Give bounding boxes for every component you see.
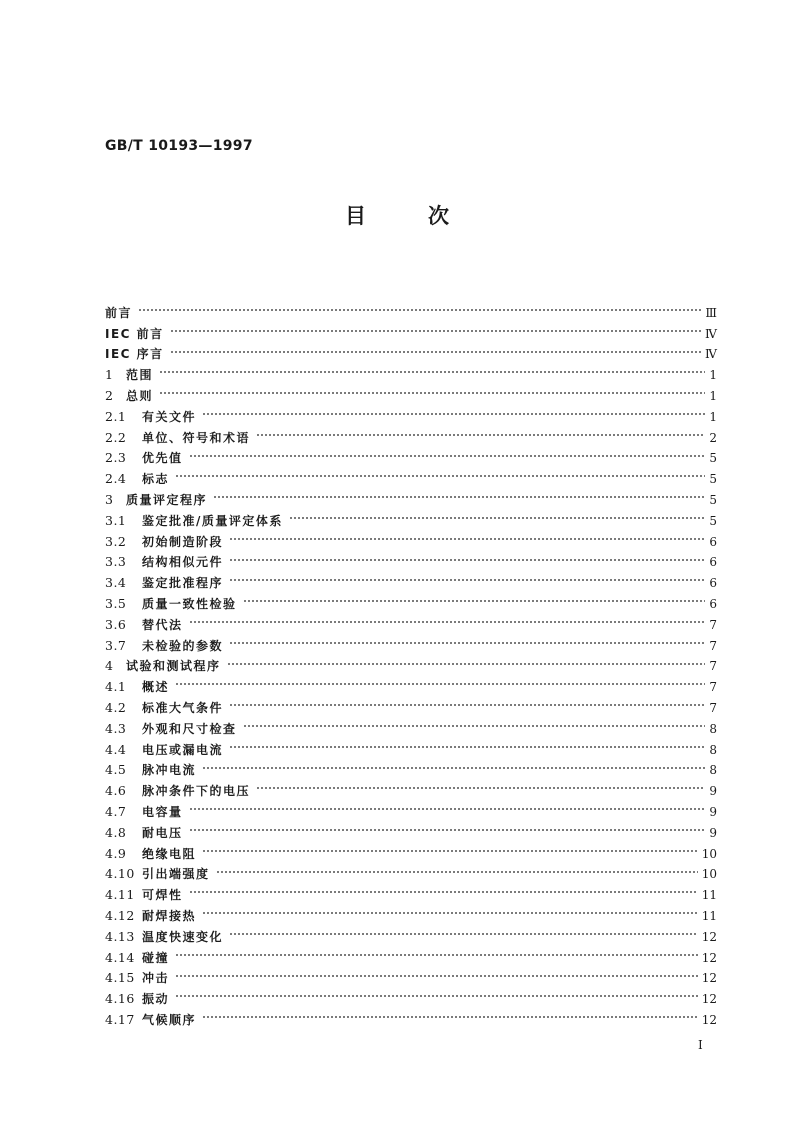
- toc-entry-page: 6: [709, 555, 717, 570]
- toc-entry[interactable]: [105, 462, 717, 487]
- toc-entry[interactable]: [105, 442, 717, 466]
- toc-entry-page: 8: [709, 763, 717, 778]
- toc-entry-page: 7: [709, 638, 717, 653]
- toc-entry-label: 可焊性: [142, 888, 183, 903]
- toc-entry-page: 1: [709, 388, 717, 403]
- toc-entry-page: 7: [709, 659, 717, 674]
- toc-entry[interactable]: [105, 858, 717, 882]
- toc-leader-dots: [243, 587, 705, 608]
- toc-entry-label: 质量评定程序: [126, 492, 208, 507]
- toc-entry-page: 6: [709, 534, 717, 549]
- toc-entry[interactable]: [105, 878, 717, 903]
- toc-leader-dots: [213, 483, 705, 504]
- toc-leader-dots: [175, 962, 698, 983]
- toc-entry[interactable]: [105, 982, 717, 1007]
- toc-entry-number: 4.3: [105, 720, 127, 736]
- toc-entry-page: 12: [701, 950, 717, 965]
- toc-entry[interactable]: [105, 296, 717, 320]
- toc-entry-label: IEC 前言: [105, 326, 164, 341]
- toc-leader-dots: [189, 608, 705, 629]
- toc-leader-dots: [159, 379, 705, 400]
- toc-entry-label: 电容量: [142, 804, 183, 819]
- toc-entry[interactable]: [105, 400, 717, 424]
- toc-entry-label: 试验和测试程序: [126, 659, 221, 674]
- toc-leader-dots: [175, 941, 698, 962]
- toc-leader-dots: [202, 1003, 698, 1024]
- toc-entry-page: Ⅳ: [705, 326, 717, 341]
- toc-entry-page: 11: [701, 888, 717, 903]
- toc-entry[interactable]: [105, 691, 717, 715]
- toc-entry-page: 12: [701, 992, 717, 1007]
- toc-entry-label: 总则: [126, 388, 154, 403]
- toc-leader-dots: [256, 421, 705, 442]
- toc-entry-page: 5: [709, 492, 717, 507]
- toc-entry-number: 2: [105, 387, 114, 403]
- toc-entry[interactable]: [105, 837, 717, 861]
- toc-entry-page: 5: [709, 513, 717, 528]
- toc-entry-page: 5: [709, 451, 717, 466]
- toc-entry-number: 4.5: [105, 762, 127, 778]
- toc-entry-page: 10: [701, 846, 717, 861]
- toc-entry-page: 6: [709, 576, 717, 591]
- toc-title: [0, 200, 794, 230]
- toc-entry-page: 12: [701, 971, 717, 986]
- toc-entry-number: 4.13: [105, 928, 135, 944]
- toc-entry[interactable]: [105, 317, 717, 341]
- toc-leader-dots: [202, 400, 705, 421]
- toc-leader-dots: [159, 358, 705, 379]
- toc-entry-number: 2.3: [105, 450, 127, 466]
- toc-entry-number: 1: [105, 367, 114, 383]
- toc-entry-label: 替代法: [142, 617, 183, 632]
- toc-leader-dots: [229, 920, 698, 941]
- toc-entry-page: 9: [709, 825, 717, 840]
- toc-entry-number: 4.4: [105, 741, 127, 757]
- toc-entry-label: 碰撞: [142, 950, 170, 965]
- toc-entry[interactable]: [105, 421, 717, 445]
- toc-leader-dots: [175, 982, 698, 1003]
- toc-entry-page: 7: [709, 617, 717, 632]
- toc-leader-dots: [289, 504, 705, 525]
- toc-entry-number: 4.1: [105, 679, 127, 695]
- toc-entry-label: 标志: [142, 472, 170, 487]
- toc-entry[interactable]: [105, 629, 717, 653]
- toc-leader-dots: [256, 774, 705, 795]
- toc-entry[interactable]: [105, 962, 717, 986]
- toc-entry-label: 初始制造阶段: [142, 534, 224, 549]
- toc-leader-dots: [170, 317, 701, 338]
- toc-entry-number: 2.2: [105, 429, 127, 445]
- toc-entry[interactable]: [105, 774, 717, 799]
- toc-entry-label: 结构相似元件: [142, 555, 224, 570]
- toc-entry-page: 9: [709, 784, 717, 799]
- toc-entry-number: 4.9: [105, 845, 127, 861]
- toc-leader-dots: [175, 462, 705, 483]
- toc-entry-page: 6: [709, 596, 717, 611]
- toc-leader-dots: [216, 858, 698, 879]
- toc-leader-dots: [229, 525, 705, 546]
- toc-entry[interactable]: [105, 338, 717, 362]
- toc-entry[interactable]: [105, 795, 717, 819]
- toc-leader-dots: [175, 670, 705, 691]
- toc-entry-label: 耐焊接热: [142, 908, 197, 923]
- toc-entry-number: 2.1: [105, 408, 127, 424]
- toc-entry-label: 优先值: [142, 451, 183, 466]
- toc-entry-page: 2: [709, 430, 717, 445]
- toc-entry-label: 标准大气条件: [142, 700, 224, 715]
- toc-entry-label: 有关文件: [142, 409, 197, 424]
- toc-entry-page: 11: [701, 908, 717, 923]
- toc-entry-page: 7: [709, 700, 717, 715]
- toc-entry-page: 12: [701, 1012, 717, 1027]
- toc-leader-dots: [189, 442, 705, 463]
- toc-entry-page: 7: [709, 680, 717, 695]
- toc-entry-number: 4.17: [105, 1011, 135, 1027]
- toc-entry[interactable]: [105, 1003, 717, 1027]
- toc-entry-label: 未检验的参数: [142, 638, 224, 653]
- toc-leader-dots: [229, 566, 705, 587]
- toc-entry-number: 4.12: [105, 907, 135, 923]
- toc-title-char-1: 目: [345, 204, 366, 228]
- toc-entry-label: 概述: [142, 680, 170, 695]
- toc-leader-dots: [229, 546, 705, 567]
- toc-entry-number: 4.14: [105, 949, 135, 965]
- toc-entry-label: 鉴定批准程序: [142, 576, 224, 591]
- toc-leader-dots: [229, 733, 705, 754]
- toc-entry[interactable]: [105, 358, 717, 383]
- toc-entry-label: 温度快速变化: [142, 929, 224, 944]
- toc-entry-page: 10: [701, 867, 717, 882]
- toc-entry-number: 4: [105, 658, 114, 674]
- toc-entry-number: 4.8: [105, 824, 127, 840]
- toc-entry-page: Ⅲ: [705, 305, 717, 320]
- toc-entry-page: 5: [709, 472, 717, 487]
- toc-entry-number: 3.2: [105, 533, 127, 549]
- toc-leader-dots: [189, 878, 698, 899]
- toc-entry-page: 1: [709, 368, 717, 383]
- toc-entry-label: 电压或漏电流: [142, 742, 224, 757]
- toc-entry[interactable]: [105, 483, 717, 507]
- toc-entry-number: 3.3: [105, 554, 127, 570]
- toc-entry-number: 3.1: [105, 512, 127, 528]
- toc-entry[interactable]: [105, 608, 717, 632]
- toc-entry-label: 范围: [126, 368, 154, 383]
- toc-leader-dots: [202, 899, 698, 920]
- toc-leader-dots: [138, 296, 701, 317]
- toc-entry-number: 4.7: [105, 803, 127, 819]
- toc-entry-label: 振动: [142, 992, 170, 1007]
- toc-entry-number: 4.15: [105, 970, 135, 986]
- toc-entry[interactable]: [105, 816, 717, 840]
- toc-entry-page: 8: [709, 721, 717, 736]
- toc-entry-number: 4.16: [105, 991, 135, 1007]
- toc-entry-label: 前言: [105, 305, 133, 320]
- toc-entry[interactable]: [105, 379, 717, 403]
- toc-entry-number: 4.2: [105, 699, 127, 715]
- toc-entry-number: 3: [105, 491, 114, 507]
- toc-title-char-2: 次: [428, 204, 449, 228]
- toc-entry-label: 引出端强度: [142, 867, 210, 882]
- toc-leader-dots: [189, 795, 705, 816]
- toc-entry-page: Ⅳ: [705, 347, 717, 362]
- toc-leader-dots: [170, 338, 701, 359]
- toc-entry-number: 4.10: [105, 866, 135, 882]
- toc-entry[interactable]: [105, 670, 717, 695]
- toc-entry-label: 脉冲电流: [142, 763, 197, 778]
- toc-leader-dots: [243, 712, 705, 733]
- toc-entry-label: 质量一致性检验: [142, 596, 237, 611]
- toc-entry-label: 单位、符号和术语: [142, 430, 251, 445]
- toc-entry-number: 3.4: [105, 575, 127, 591]
- toc-entry-page: 12: [701, 929, 717, 944]
- toc-entry-page: 1: [709, 409, 717, 424]
- toc-entry-number: 4.11: [105, 887, 135, 903]
- table-of-contents: [105, 296, 717, 1027]
- toc-entry-label: 脉冲条件下的电压: [142, 784, 251, 799]
- toc-entry-number: 3.7: [105, 637, 127, 653]
- toc-entry-label: IEC 序言: [105, 347, 164, 362]
- toc-leader-dots: [202, 754, 705, 775]
- standard-code: GB/T 10193—1997: [105, 138, 253, 154]
- toc-entry[interactable]: [105, 920, 717, 944]
- toc-leader-dots: [202, 837, 698, 858]
- toc-entry-label: 鉴定批准/质量评定体系: [142, 513, 283, 528]
- toc-leader-dots: [189, 816, 705, 837]
- toc-entry-label: 气候顺序: [142, 1012, 197, 1027]
- toc-entry-label: 外观和尺寸检查: [142, 721, 237, 736]
- toc-entry-number: 3.6: [105, 616, 127, 632]
- toc-entry-page: 8: [709, 742, 717, 757]
- toc-entry-label: 绝缘电阻: [142, 846, 197, 861]
- toc-entry-number: 2.4: [105, 471, 127, 487]
- toc-entry-label: 耐电压: [142, 825, 183, 840]
- page-number: I: [698, 1038, 703, 1052]
- toc-entry[interactable]: [105, 899, 717, 923]
- toc-leader-dots: [227, 650, 705, 671]
- toc-entry-label: 冲击: [142, 971, 170, 986]
- toc-entry[interactable]: [105, 941, 717, 965]
- toc-leader-dots: [229, 691, 705, 712]
- toc-entry-number: 4.6: [105, 783, 127, 799]
- toc-leader-dots: [229, 629, 705, 650]
- toc-entry-page: 9: [709, 804, 717, 819]
- toc-entry-number: 3.5: [105, 595, 127, 611]
